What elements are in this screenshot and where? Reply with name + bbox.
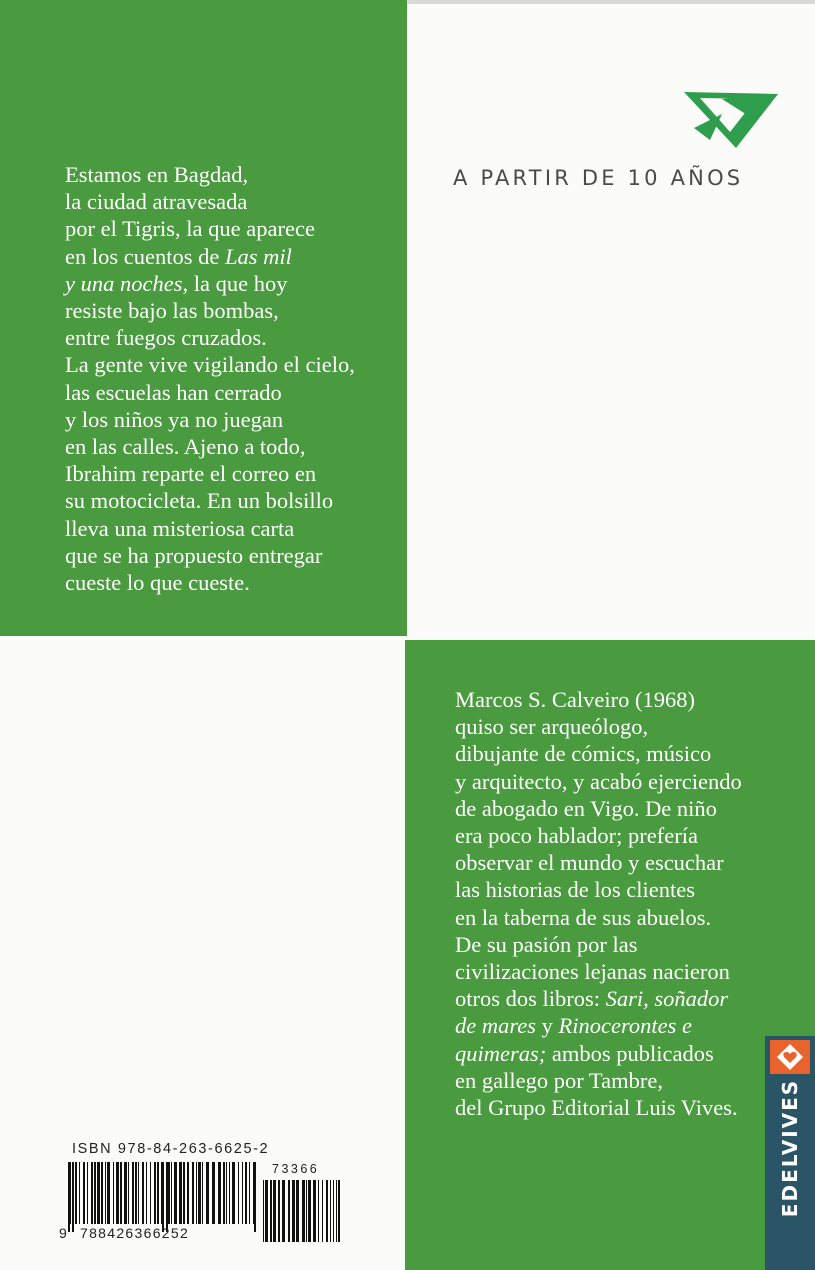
synopsis-text [65, 161, 355, 596]
book-title-italic: de mares [455, 1013, 537, 1039]
publisher-name: EDELVIVES [778, 1078, 802, 1218]
book-title-italic: Las mil [224, 243, 292, 269]
bio-line: del Grupo Editorial Luis Vives. [455, 1095, 738, 1121]
synopsis-line: y una noches, la que hoy [65, 270, 288, 296]
book-title-italic: Sari, soñador [605, 986, 729, 1012]
synopsis-line: y los niños ya no juegan [65, 406, 284, 432]
bio-line: de mares y Rinocerontes e [455, 1013, 693, 1039]
bio-line: y arquitecto, y acabó ejerciendo [455, 768, 742, 794]
bio-line: las historias de los clientes [455, 877, 695, 903]
synopsis-line: la ciudad atravesada [65, 189, 248, 215]
bio-line: era poco hablador; prefería [455, 823, 698, 849]
synopsis-line: Ibrahim reparte el correo en [65, 461, 317, 487]
bio-line: civilizaciones lejanas nacieron [455, 959, 730, 985]
synopsis-line: La gente vive vigilando el cielo, [65, 352, 355, 378]
book-title-italic: Rinocerontes e [558, 1013, 693, 1039]
synopsis-line: entre fuegos cruzados. [65, 325, 267, 351]
bio-line: observar el mundo y escuchar [455, 850, 724, 876]
barcode-digits: 788426366252 [80, 1225, 190, 1241]
author-bio-text [455, 686, 742, 1121]
synopsis-line: cueste lo que cueste. [65, 570, 250, 596]
book-title-italic: quimeras; [455, 1040, 547, 1066]
synopsis-line: su motocicleta. En un bolsillo [65, 488, 334, 514]
bio-line: quiso ser arqueólogo, [455, 714, 649, 740]
publisher-diamond-heart-icon [770, 1040, 810, 1074]
synopsis-line: resiste bajo las bombas, [65, 298, 279, 324]
bio-line: dibujante de cómics, músico [455, 741, 712, 767]
synopsis-line: Estamos en Bagdad, [65, 162, 249, 187]
synopsis-line: que se ha propuesto entregar [65, 542, 323, 568]
bio-line: quimeras; ambos publicados [455, 1040, 714, 1066]
synopsis-line: en los cuentos de Las mil [65, 243, 292, 269]
synopsis-line: en las calles. Ajeno a todo, [65, 434, 306, 460]
age-label: A PARTIR DE 10 AÑOS [453, 166, 744, 190]
barcode-first-digit: 9 [59, 1225, 69, 1241]
book-title-italic: y una noches [65, 270, 183, 296]
top-edge-strip [407, 0, 815, 4]
barcode-addon-digits: 73366 [272, 1162, 320, 1176]
stylized-triangle-A-icon [682, 88, 782, 152]
isbn-number: ISBN 978-84-263-6625-2 [72, 1141, 270, 1157]
synopsis-line: por el Tigris, la que aparece [65, 216, 315, 242]
bio-line: otros dos libros: Sari, soñador [455, 986, 729, 1012]
synopsis-line: lleva una misteriosa carta [65, 515, 295, 541]
bio-line: De su pasión por las [455, 931, 638, 957]
bio-line: Marcos S. Calveiro (1968) [455, 687, 695, 712]
bio-line: de abogado en Vigo. De niño [455, 795, 717, 821]
bio-line: en la taberna de sus abuelos. [455, 904, 712, 930]
bio-line: en gallego por Tambre, [455, 1067, 663, 1093]
synopsis-line: las escuelas han cerrado [65, 379, 282, 405]
